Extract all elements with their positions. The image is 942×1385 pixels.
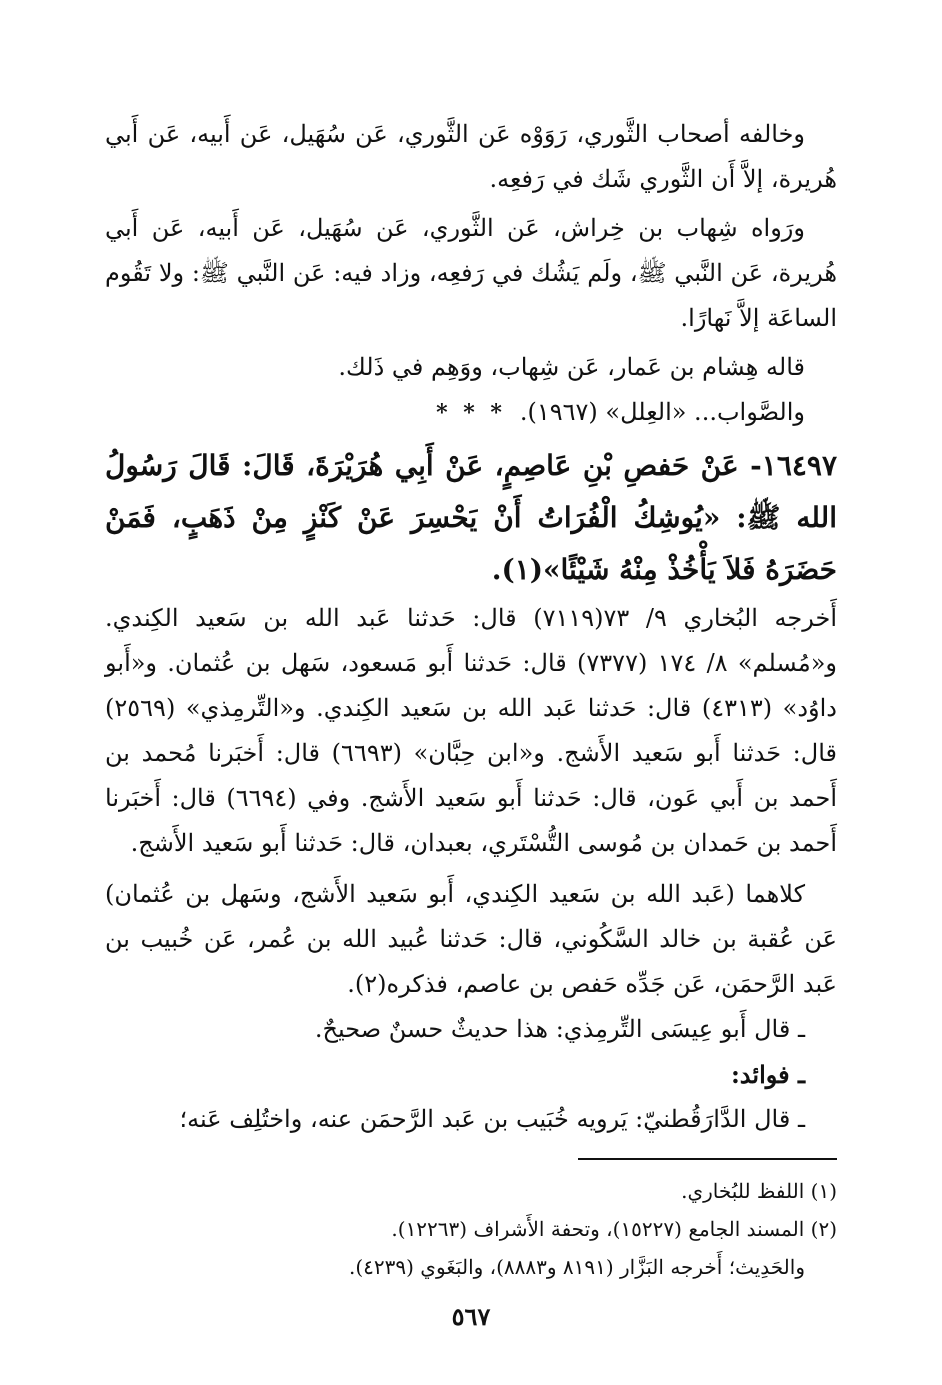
footnote: (١) اللفظ للبُخاري. — [681, 1179, 837, 1203]
page-number: ٥٦٧ — [451, 1302, 491, 1331]
paragraph: ورَواه شِهاب بن خِراش، عَن الثَّوري، عَن سُهَيل، عَن أَبيه، عَن أَبي هُريرة، عَن النَّبي ﷺ، ولَم يَشُك في رَفعِه، وزاد فيه: عَن النَّبي ﷺ: ولا تَقُوم الساعَة إلاَّ نَهارًا. — [105, 214, 837, 332]
footnote-divider — [578, 1158, 837, 1160]
paragraph: قاله هِشام بن عَمار، عَن شِهاب، ووَهِم في ذَلك. — [338, 353, 805, 381]
paragraph: كلاهما (عَبد الله بن سَعيد الكِندي، أَبو سَعيد الأَشج، وسَهل بن عُثمان) عَن عُقبة بن خالد السَّكُوني، قال: حَدثنا عُبيد الله بن عُمر، عَن خُبيب بن عَبد الرَّحمَن، عَن جَدِّه حَفص بن عاصم، فذكره(٢). — [105, 880, 837, 998]
paragraph: ـ قال الدَّارَقُطنيّ: يَرويه خُبَيب بن عَبد الرَّحمَن عنه، واختُلِف عَنه؛ — [179, 1105, 805, 1133]
footnote: (٢) المسند الجامع (١٥٢٢٧)، وتحفة الأَشراف (١٢٢٦٣). — [391, 1217, 837, 1241]
paragraph: وخالفه أصحاب الثَّوري، رَوَوْه عَن الثَّوري، عَن سُهَيل، عَن أَبيه، عَن أَبي هُريرة، إلاَّ أَن الثَّوري شَك في رَفعِه. — [105, 120, 837, 193]
tirmidhi-ruling: ـ قال أَبو عِيسَى التِّرمِذي: هذا حديثٌ حسنٌ صحيحٌ. — [314, 1015, 805, 1043]
paragraph: أَخرجه البُخاري ٩/ ٧٣(٧١١٩) قال: حَدثنا عَبد الله بن سَعيد الكِندي. و«مُسلم» ٨/ ١٧٤ (٧٣٧٧) قال: حَدثنا أَبو مَسعود، سَهل بن عُثمان. و«أَبو داوُد» (٤٣١٣) قال: حَدثنا عَبد الله بن سَعيد الكِندي. و«التِّرمِذي» (٢٥٦٩) قال: حَدثنا أَبو سَعيد الأَشج. و«ابن حِبَّان» (٦٦٩٣) قال: أَخبَرنا مُحمد بن أَحمد بن أَبي عَون، قال: حَدثنا أَبو سَعيد الأَشج. وفي (٦٦٩٤) قال: أَخبَرنا أَحمد بن حَمدان بن مُوسى التُّسْتَري، بعبدان، قال: حَدثنا أَبو سَعيد الأَشج. — [105, 604, 838, 857]
footnote: والحَدِيث؛ أَخرجه البَزَّار (٨١٩١ و٨٨٨٣)، والبَغَوي (٤٢٣٩). — [349, 1255, 805, 1279]
paragraph: والصَّواب... «العِلل» (١٩٦٧). — [519, 398, 805, 426]
footnotes — [105, 1172, 837, 1286]
hadith-section — [105, 440, 837, 596]
takhrij-section — [105, 596, 837, 1142]
intro-section — [105, 112, 837, 435]
benefits-heading: ـ فوائد: — [730, 1060, 805, 1089]
section-separator: * * * — [436, 400, 506, 426]
hadith-text: ١٦٤٩٧- عَنْ حَفصِ بْنِ عَاصِمٍ، عَنْ أَبِي هُرَيْرَةَ، قَالَ: قَالَ رَسُولُ الله ﷺ: «يُوشِكُ الْفُرَاتُ أَنْ يَحْسِرَ عَنْ كَنْزٍ مِنْ ذَهَبٍ، فَمَنْ حَضَرَهُ فَلاَ يَأْخُذْ مِنْهُ شَيْئًا»(١). — [105, 449, 837, 586]
